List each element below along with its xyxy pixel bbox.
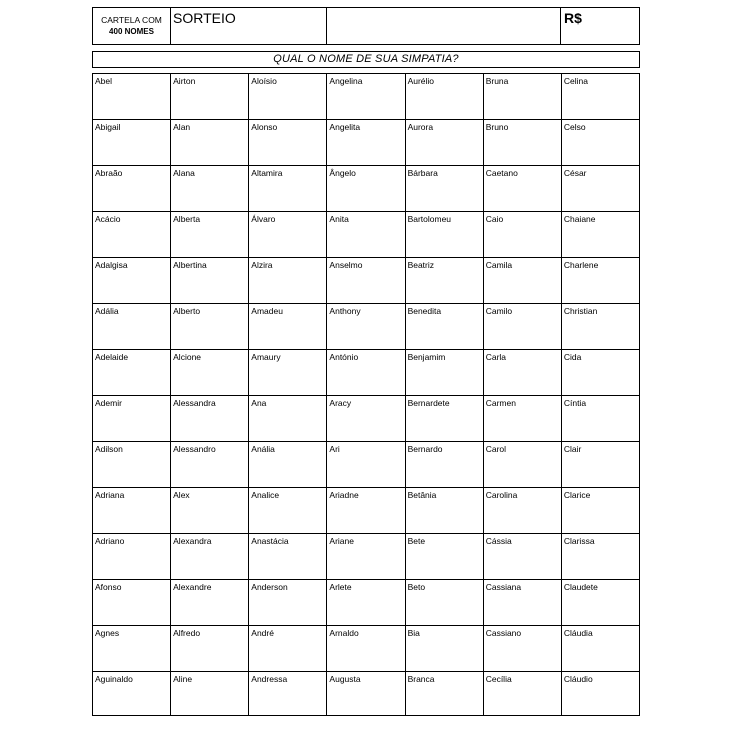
raffle-sheet	[92, 7, 640, 716]
cartela-box	[93, 8, 171, 44]
name-cell: Abigail	[93, 120, 171, 166]
name-cell: Andressa	[249, 672, 327, 716]
name-cell: Clarice	[562, 488, 640, 534]
name-cell: Aracy	[327, 396, 405, 442]
name-cell: Adalgisa	[93, 258, 171, 304]
name-cell: Carolina	[484, 488, 562, 534]
name-cell: Ademir	[93, 396, 171, 442]
name-cell: Cláudio	[562, 672, 640, 716]
name-cell: Álvaro	[249, 212, 327, 258]
name-cell: Aloísio	[249, 74, 327, 120]
name-cell: Camila	[484, 258, 562, 304]
name-cell: Abel	[93, 74, 171, 120]
name-cell: César	[562, 166, 640, 212]
name-cell: Anthony	[327, 304, 405, 350]
name-cell: Ana	[249, 396, 327, 442]
name-cell: Afonso	[93, 580, 171, 626]
name-cell: Anselmo	[327, 258, 405, 304]
name-cell: Alberta	[171, 212, 249, 258]
cartela-line2: 400 NOMES	[109, 27, 154, 36]
name-cell: Bia	[406, 626, 484, 672]
name-cell: Ângelo	[327, 166, 405, 212]
name-cell: Alfredo	[171, 626, 249, 672]
name-cell: Celina	[562, 74, 640, 120]
name-cell: Bruno	[484, 120, 562, 166]
price-label: R$	[564, 10, 582, 26]
cartela-line1: CARTELA COM	[101, 15, 162, 25]
name-cell: Anália	[249, 442, 327, 488]
name-cell: Acácio	[93, 212, 171, 258]
name-cell: Beto	[406, 580, 484, 626]
name-cell: Augusta	[327, 672, 405, 716]
name-cell: Bete	[406, 534, 484, 580]
name-cell: Bárbara	[406, 166, 484, 212]
name-cell: Arnaldo	[327, 626, 405, 672]
name-cell: Aline	[171, 672, 249, 716]
name-cell: Alana	[171, 166, 249, 212]
name-cell: Cida	[562, 350, 640, 396]
name-cell: Ariane	[327, 534, 405, 580]
name-cell: Amadeu	[249, 304, 327, 350]
name-cell: Abraão	[93, 166, 171, 212]
name-cell: Carol	[484, 442, 562, 488]
name-cell: Alberto	[171, 304, 249, 350]
name-cell: Alexandra	[171, 534, 249, 580]
name-cell: Betânia	[406, 488, 484, 534]
name-cell: Bruna	[484, 74, 562, 120]
name-cell: Adriana	[93, 488, 171, 534]
name-cell: Angelina	[327, 74, 405, 120]
header-row	[92, 7, 640, 45]
name-cell: Ariadne	[327, 488, 405, 534]
name-cell: Alex	[171, 488, 249, 534]
sorteio-field	[171, 8, 327, 44]
name-cell: Arlete	[327, 580, 405, 626]
name-cell: Adália	[93, 304, 171, 350]
name-cell: Charlene	[562, 258, 640, 304]
name-cell: Alzira	[249, 258, 327, 304]
name-cell: Anastácia	[249, 534, 327, 580]
name-cell: Bernardo	[406, 442, 484, 488]
name-cell: Aurélio	[406, 74, 484, 120]
name-cell: Cássia	[484, 534, 562, 580]
name-cell: Alcione	[171, 350, 249, 396]
name-cell: Aguinaldo	[93, 672, 171, 716]
name-cell: Anderson	[249, 580, 327, 626]
sorteio-label: SORTEIO	[173, 10, 236, 26]
question-banner: QUAL O NOME DE SUA SIMPATIA?	[92, 51, 640, 68]
name-cell: Benedita	[406, 304, 484, 350]
name-cell: Cassiana	[484, 580, 562, 626]
name-cell: Amaury	[249, 350, 327, 396]
name-cell: Alexandre	[171, 580, 249, 626]
name-cell: Analice	[249, 488, 327, 534]
name-cell: Cecília	[484, 672, 562, 716]
name-cell: Adilson	[93, 442, 171, 488]
name-cell: Carmen	[484, 396, 562, 442]
name-cell: Cláudia	[562, 626, 640, 672]
name-cell: Ari	[327, 442, 405, 488]
name-cell: Cassiano	[484, 626, 562, 672]
blank-field	[327, 8, 561, 44]
name-cell: Cíntia	[562, 396, 640, 442]
name-cell: Clair	[562, 442, 640, 488]
name-cell: Alessandro	[171, 442, 249, 488]
name-cell: Alan	[171, 120, 249, 166]
name-cell: Carla	[484, 350, 562, 396]
name-cell: Bernardete	[406, 396, 484, 442]
name-cell: Chaiane	[562, 212, 640, 258]
names-grid	[92, 73, 640, 716]
name-cell: Anita	[327, 212, 405, 258]
name-cell: Christian	[562, 304, 640, 350]
name-cell: Adriano	[93, 534, 171, 580]
name-cell: Albertina	[171, 258, 249, 304]
name-cell: Angelita	[327, 120, 405, 166]
name-cell: Caio	[484, 212, 562, 258]
name-cell: Celso	[562, 120, 640, 166]
name-cell: Benjamim	[406, 350, 484, 396]
name-cell: Alessandra	[171, 396, 249, 442]
name-cell: Agnes	[93, 626, 171, 672]
name-cell: Alonso	[249, 120, 327, 166]
name-cell: António	[327, 350, 405, 396]
name-cell: Caetano	[484, 166, 562, 212]
name-cell: Adelaide	[93, 350, 171, 396]
name-cell: Altamira	[249, 166, 327, 212]
name-cell: Clarissa	[562, 534, 640, 580]
price-field	[561, 8, 639, 44]
name-cell: André	[249, 626, 327, 672]
name-cell: Bartolomeu	[406, 212, 484, 258]
name-cell: Airton	[171, 74, 249, 120]
name-cell: Claudete	[562, 580, 640, 626]
name-cell: Branca	[406, 672, 484, 716]
name-cell: Beatriz	[406, 258, 484, 304]
name-cell: Aurora	[406, 120, 484, 166]
name-cell: Camilo	[484, 304, 562, 350]
